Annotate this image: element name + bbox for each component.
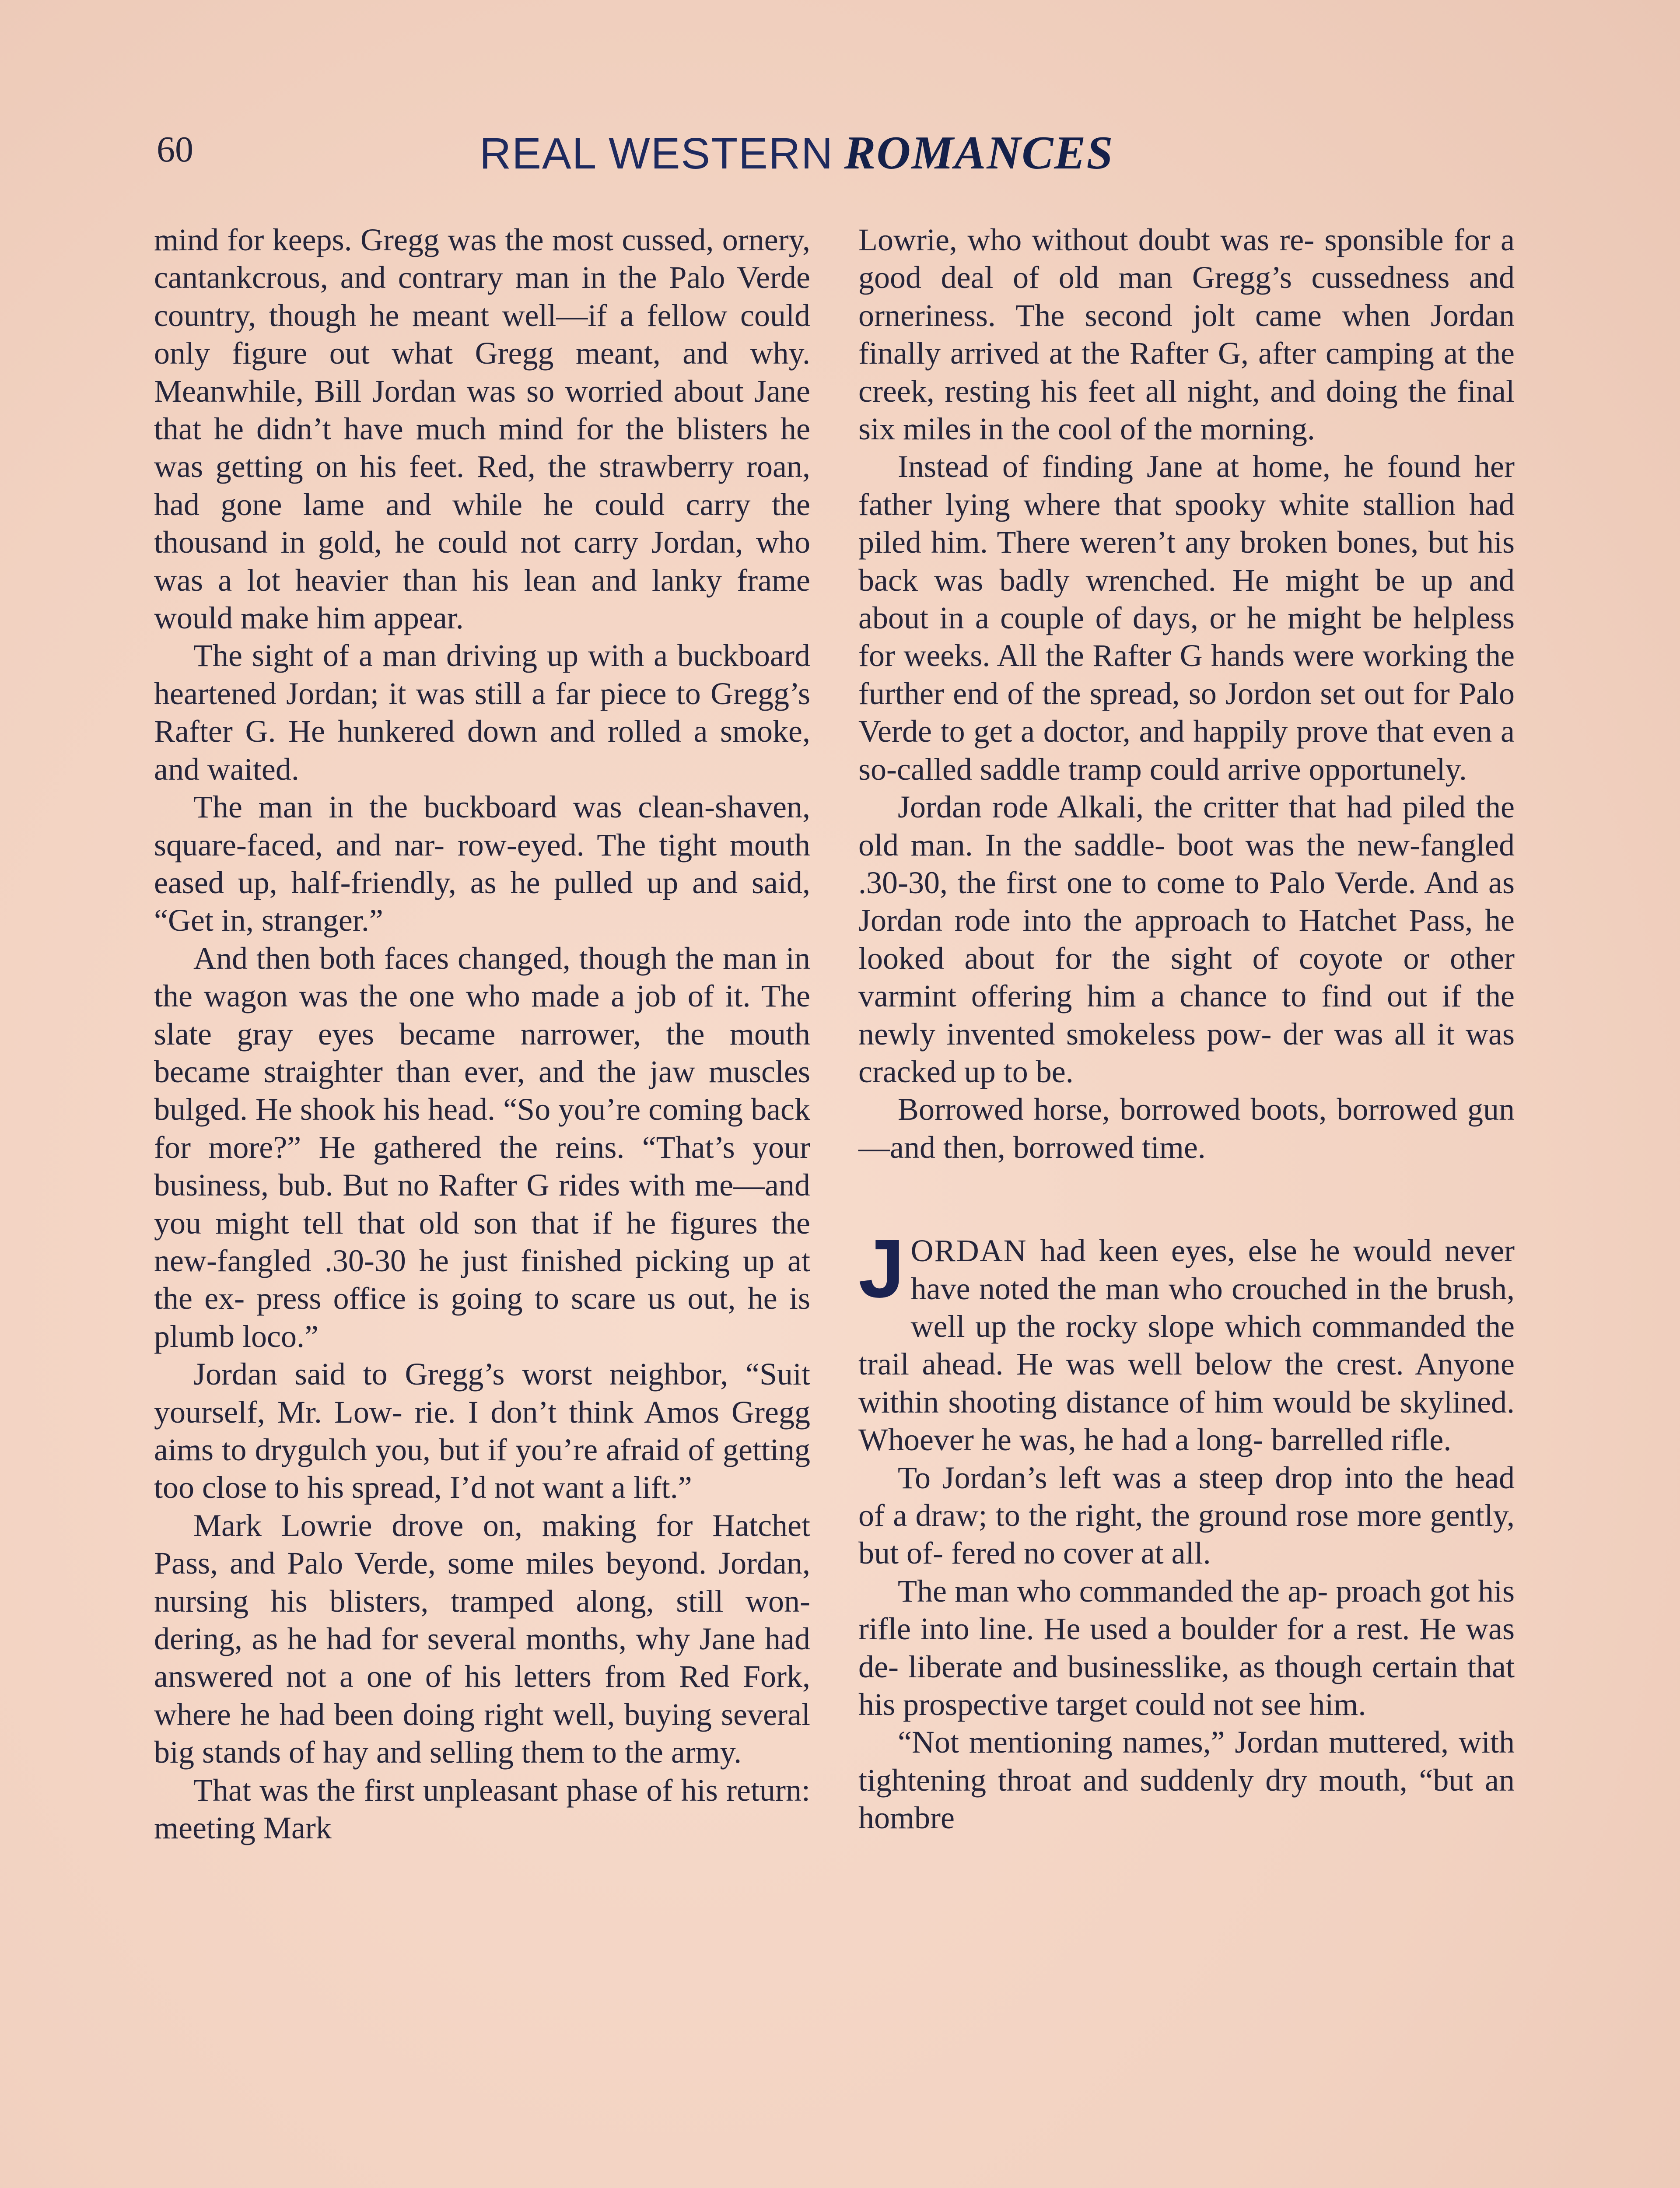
paragraph: The man who commanded the ap- proach got his rifle into line. He used a boulder for a rest. He was de- liberate and businesslike, as though certain that his prospective target could not see him.: [858, 1573, 1515, 1722]
paragraph: Borrowed horse, borrowed boots, borrowed gun—and then, borrowed time.: [858, 1092, 1515, 1165]
running-head: [480, 127, 1114, 179]
paragraph: Lowrie, who without doubt was re- sponsible for a good deal of old man Gregg’s cussedness and orneriness. The second jolt came when Jordan finally arrived at the Rafter G, after camping at the creek, resting his feet all night, and doing the final six miles in the cool of the morning.: [858, 222, 1515, 447]
page-number: 60: [157, 129, 193, 170]
section-opening-paragraph: [858, 1222, 1515, 1459]
drop-cap: J: [858, 1222, 905, 1315]
running-head-title: REAL WESTERN: [480, 129, 834, 178]
paragraph: Instead of finding Jane at home, he found her father lying where that spooky white stallion had piled him. There weren’t any broken bones, but his back was badly wrenched. He might be up and about in a couple of days, or he might be helpless for weeks. All the Rafter G hands were working the further end of the spread, so Jordon set out for Palo Verde to get a doctor, and happily prove that even a so-called saddle tramp could arrive opportunely.: [858, 449, 1515, 787]
paragraph: That was the first unpleasant phase of his return: meeting Mark: [154, 1772, 810, 1846]
paragraph: “Not mentioning names,” Jordan muttered, with tightening throat and suddenly dry mouth, “but an hombre: [858, 1725, 1515, 1836]
paragraph: And then both faces changed, though the man in the wagon was the one who made a job of it. The slate gray eyes became narrower, the mouth became straighter than ever, and the jaw muscles bulged. He shook his head. “So you’re coming back for more?” He gathered the reins. “That’s your business, bub. But no Rafter G rides with me—and you might tell that old son that if he figures the new-fangled .30-30 he just finished picking up at the ex- press office is going to scare us out, he is plumb loco.”: [154, 940, 810, 1354]
paragraph: The man in the buckboard was clean-shaven, square-faced, and nar- row-eyed. The tight mouth eased up, half-friendly, as he pulled up and said, “Get in, stranger.”: [154, 789, 810, 938]
section-break: [858, 1166, 1515, 1232]
paragraph: Mark Lowrie drove on, making for Hatchet Pass, and Palo Verde, some miles beyond. Jordan, nursing his blisters, tramped along, still won- dering, as he had for several months, why Jane had answered not a one of his letters from Red Fork, where he had been doing right well, buying several big stands of hay and selling them to the army.: [154, 1508, 810, 1770]
paragraph: To Jordan’s left was a steep drop into the head of a draw; to the right, the ground rose more gently, but of- fered no cover at all.: [858, 1460, 1515, 1571]
lead-caps: ORDAN: [910, 1233, 1027, 1269]
running-head-brand: ROMANCES: [844, 127, 1114, 179]
left-column: [154, 221, 810, 1847]
right-column: [858, 221, 1515, 1837]
paragraph: mind for keeps. Gregg was the most cussed, ornery, cantankcrous, and contrary man in the Palo Verde country, though he meant well—if a fellow could only figure out what Gregg meant, and why. Meanwhile, Bill Jordan was so worried about Jane that he didn’t have much mind for the blisters he was getting on his feet. Red, the strawberry roan, had gone lame and while he could carry the thousand in gold, he could not carry Jordan, who was a lot heavier than his lean and lanky frame would make him appear.: [154, 222, 810, 636]
paragraph: Jordan rode Alkali, the critter that had piled the old man. In the saddle- boot was the new-fangled .30-30, the first one to come to Palo Verde. And as Jordan rode into the approach to Hatchet Pass, he looked about for the sight of coyote or other varmint offering him a chance to find out if the newly invented smokeless pow- der was all it was cracked up to be.: [858, 789, 1515, 1089]
paragraph: The sight of a man driving up with a buckboard heartened Jordan; it was still a far piece to Gregg’s Rafter G. He hunkered down and rolled a smoke, and waited.: [154, 638, 810, 787]
paragraph-text: had keen eyes, else he would never have noted the man who crouched in the brush, well up the rocky slope which commanded the trail ahead. He was well below the crest. Anyone within shooting distance of him would be skylined. Whoever he was, he had a long- barrelled rifle.: [858, 1233, 1515, 1458]
paragraph: Jordan said to Gregg’s worst neighbor, “Suit yourself, Mr. Low- rie. I don’t think Amos Gregg aims to drygulch you, but if you’re afraid of getting too close to his spread, I’d not want a lift.”: [154, 1357, 810, 1505]
